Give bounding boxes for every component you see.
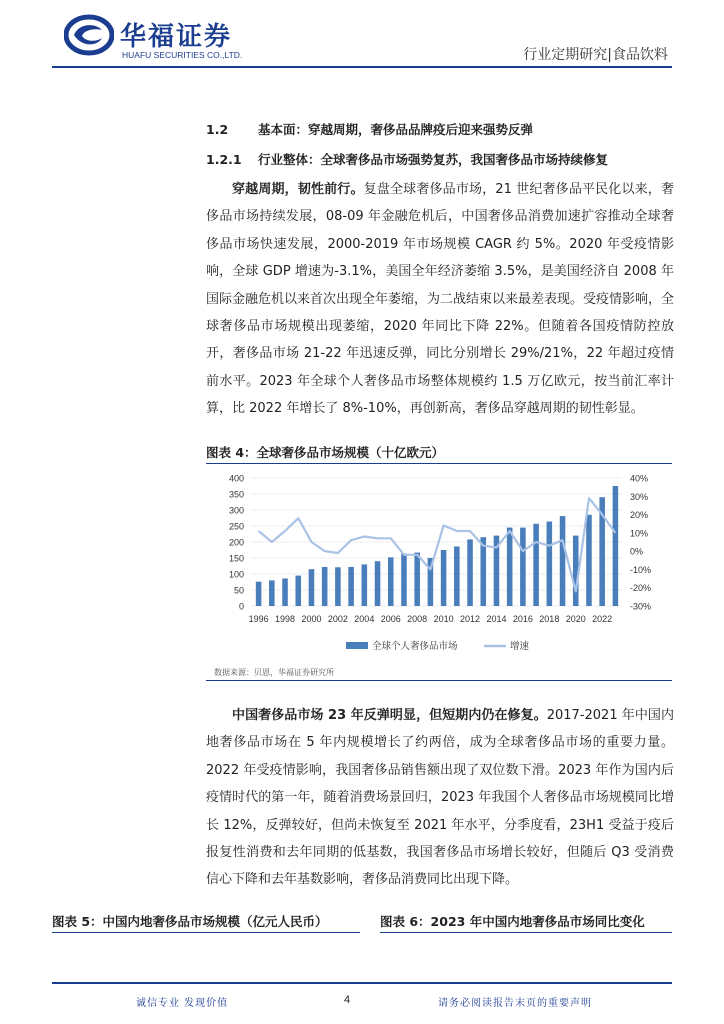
y2-axis-tick-label: 20%	[630, 510, 649, 521]
report-category: 行业定期研究|食品饮料	[523, 47, 668, 63]
bar-market-size-2003	[348, 567, 354, 606]
subsection-title: 行业整体：全球奢侈品市场强势复苏，我国奢侈品市场持续修复	[258, 152, 609, 167]
bar-market-size-2012	[467, 539, 473, 606]
x-axis-tick-label: 2016	[512, 614, 533, 624]
footer-divider	[52, 982, 672, 984]
y2-axis-tick-label: 40%	[630, 473, 649, 484]
y-axis-tick-label: 250	[228, 521, 244, 532]
figure-bottom-divider	[206, 680, 672, 681]
bar-market-size-2018	[547, 522, 553, 606]
bar-market-size-1997	[269, 580, 275, 606]
y-axis-tick-label: 0	[238, 601, 244, 612]
x-axis-tick-label: 2000	[301, 614, 322, 624]
paragraph-lead: 穿越周期，韧性前行。	[232, 182, 364, 197]
y-axis-tick-label: 100	[228, 569, 244, 580]
x-axis-tick-label: 1998	[275, 614, 296, 624]
figure-5-divider	[52, 932, 360, 933]
luxury-market-chart	[206, 468, 674, 664]
x-axis-tick-label: 2018	[539, 614, 560, 624]
logo-chinese-name: 华福证券	[120, 22, 233, 52]
bar-market-size-2015	[507, 528, 513, 606]
footer-slogan: 诚信专业 发现价值	[136, 998, 229, 1009]
bar-market-size-2013	[480, 537, 486, 606]
figure-source: 数据来源：贝恩，华福证券研究所	[214, 668, 334, 677]
bar-market-size-2023	[613, 486, 619, 606]
bar-market-size-2006	[388, 557, 394, 606]
bar-market-size-1996	[256, 582, 262, 606]
paragraph-lead: 中国奢侈品市场 23 年反弹明显，但短期内仍在修复。	[232, 708, 547, 723]
paragraph-body: 2017-2021 年中国内地奢侈品市场在 5 年内规模增长了约两倍，成为全球奢侈品市场的重要力量。2022 年受疫情影响，我国奢侈品销售额出现了双位数下滑。2023 年作为国内后疫情时代的第一年，随着消费场景回归，2023 年我国个人奢侈品市场规模同比增长 12%，反弹较好，但尚未恢复至 2021 年水平，分季度看，23H1 受益于疫后报复性消费和去年同期的低基数，我国奢侈品市场增长较好，但随后 Q3 受消费信心下降和去年基数影响，奢侈品消费同比出现下降。	[206, 708, 674, 888]
legend-label-growth: 增速	[510, 641, 530, 652]
y2-axis-tick-label: 30%	[630, 491, 649, 502]
subsection-number: 1.2.1	[206, 152, 242, 167]
legend-swatch-bar	[346, 642, 368, 649]
y2-axis-tick-label: 0%	[630, 546, 644, 557]
logo-english-name: HUAFU SECURITIES CO.,LTD.	[122, 50, 243, 60]
section-heading	[206, 120, 533, 138]
bar-market-size-2004	[362, 564, 368, 606]
x-axis-tick-label: 2006	[380, 614, 401, 624]
bar-market-size-2008	[414, 553, 420, 606]
page-number: 4	[344, 994, 351, 1006]
y-axis-tick-label: 350	[228, 489, 244, 500]
x-axis-tick-label: 1996	[248, 614, 269, 624]
y2-axis-tick-label: -10%	[630, 564, 652, 575]
bar-market-size-2016	[520, 528, 526, 606]
figure-4-title: 图表 4：全球奢侈品市场规模（十亿欧元）	[206, 445, 445, 460]
y2-axis-tick-label: 10%	[630, 528, 649, 539]
x-axis-tick-label: 2008	[407, 614, 428, 624]
footer-disclaimer: 请务必阅读报告末页的重要声明	[438, 998, 592, 1009]
x-axis-tick-label: 2020	[565, 614, 586, 624]
y-axis-tick-label: 50	[233, 585, 244, 596]
paragraph-china-market	[206, 702, 674, 894]
section-title: 基本面：穿越周期，奢侈品品牌疫后迎来强势反弹	[258, 122, 534, 137]
bar-market-size-2010	[441, 550, 447, 606]
x-axis-tick-label: 2002	[327, 614, 348, 624]
y2-axis-tick-label: -20%	[630, 583, 652, 594]
company-logo	[64, 12, 264, 64]
x-axis-tick-label: 2022	[592, 614, 613, 624]
y2-axis-tick-label: -30%	[630, 601, 652, 612]
huafu-logo-icon	[64, 14, 114, 56]
figure-divider	[206, 463, 672, 464]
bar-market-size-2001	[322, 567, 328, 606]
bar-market-size-2007	[401, 554, 407, 606]
bar-market-size-2017	[533, 524, 539, 606]
subsection-heading	[206, 150, 608, 168]
bar-market-size-2011	[454, 546, 460, 606]
bar-market-size-1998	[282, 578, 288, 606]
y-axis-tick-label: 200	[228, 537, 244, 548]
paragraph-body: 复盘全球奢侈品市场，21 世纪奢侈品平民化以来，奢侈品市场持续发展，08-09 年金融危机后，中国奢侈品消费加速扩容推动全球奢侈品市场快速发展，2000-2019 年市场规模 CAGR 约 5%。2020 年受疫情影响，全球 GDP 增速为-3.1%，美国全年经济萎缩 3.5%，是美国经济自 2008 年国际金融危机以来首次出现全年萎缩，为二战结束以来最差表现。受疫情影响，全球奢侈品市场规模出现萎缩，2020 年同比下降 22%。但随着各国疫情防控放开，奢侈品市场 21-22 年迅速反弹，同比分别增长 29%/21%，22 年超过疫情前水平。2023 年全球个人奢侈品市场整体规模约 1.5 万亿欧元，按当前汇率计算，比 2022 年增长了 8%-10%，再创新高，奢侈品穿越周期的韧性彰显。	[206, 182, 675, 417]
figure-6-divider	[380, 932, 672, 933]
x-axis-tick-label: 2012	[460, 614, 481, 624]
bar-market-size-1999	[295, 576, 301, 606]
y-axis-tick-label: 150	[228, 553, 244, 564]
header-divider	[52, 66, 672, 68]
bar-market-size-2002	[335, 567, 341, 606]
legend-label-market: 全球个人奢侈品市场	[372, 641, 458, 652]
bar-market-size-2021	[586, 515, 592, 606]
y-axis-tick-label: 400	[228, 473, 244, 484]
section-number: 1.2	[206, 122, 229, 137]
x-axis-tick-label: 2014	[486, 614, 507, 624]
figure-5-title: 图表 5：中国内地奢侈品市场规模（亿元人民币）	[52, 914, 328, 929]
bar-market-size-2019	[560, 516, 566, 606]
figure-6-title: 图表 6：2023 年中国内地奢侈品市场同比变化	[380, 914, 645, 929]
bar-market-size-2000	[309, 569, 315, 606]
y-axis-tick-label: 300	[228, 505, 244, 516]
bar-market-size-2005	[375, 561, 381, 606]
x-axis-tick-label: 2004	[354, 614, 375, 624]
paragraph-global-market	[206, 176, 674, 423]
x-axis-tick-label: 2010	[433, 614, 454, 624]
